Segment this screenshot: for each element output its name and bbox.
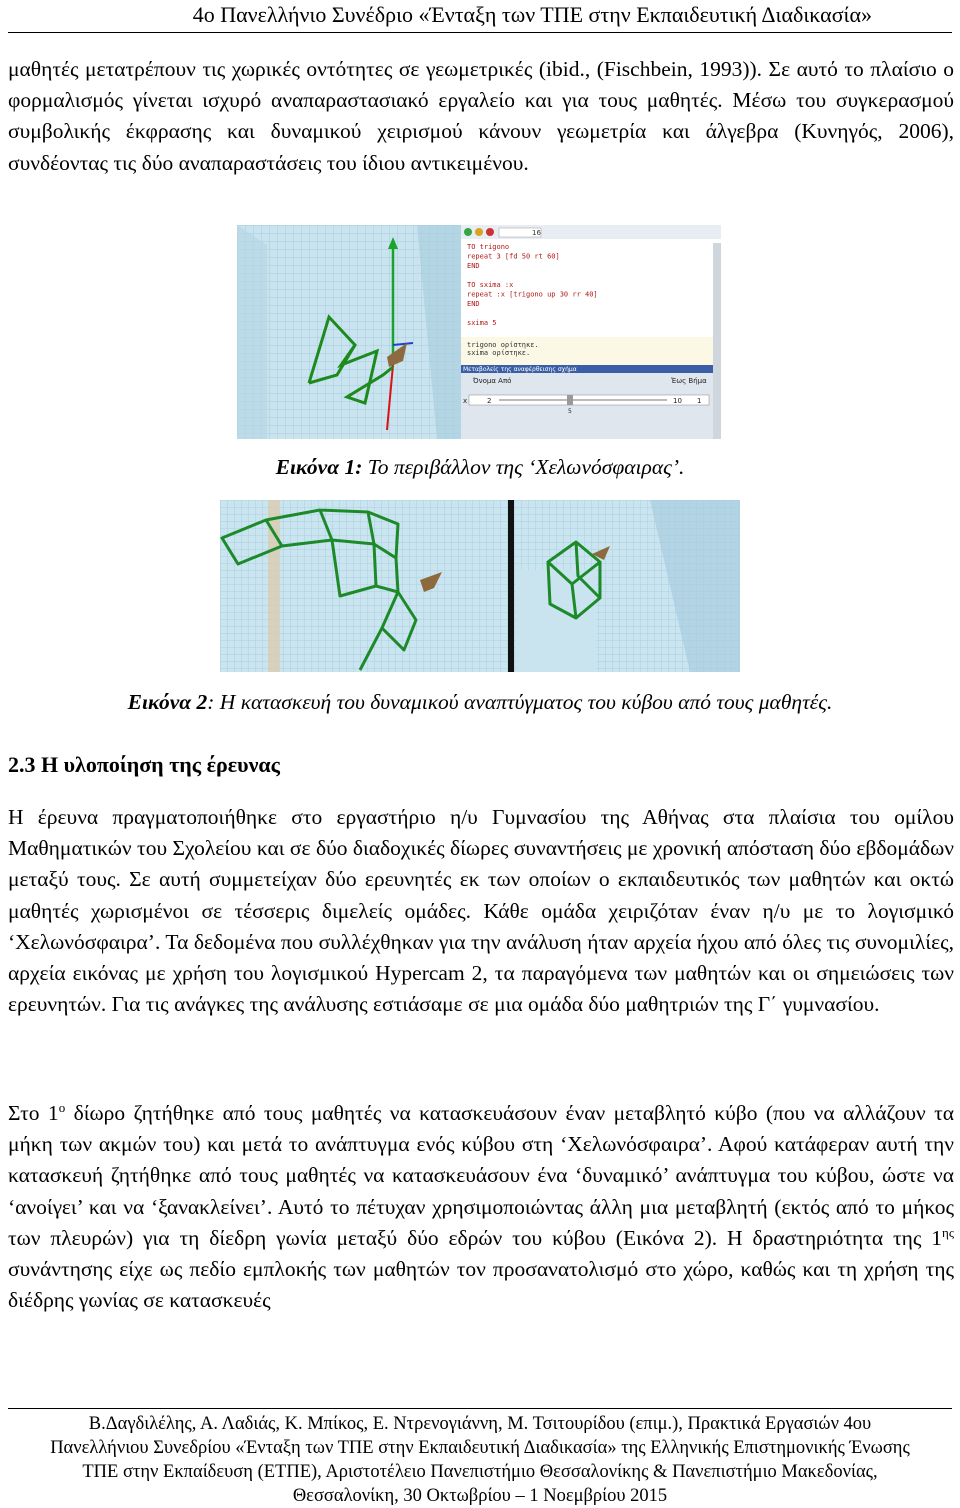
running-header: 4ο Πανελλήνιο Συνέδριο «Ένταξη των ΤΠΕ στην Εκπαιδευτική Διαδικασία» <box>192 2 872 27</box>
intro-paragraph: μαθητές μετατρέπουν τις χωρικές οντότητες σε γεωμετρικές (ibid., (Fischbein, 1993)). Σε αυτό το πλαίσιο ο φορμαλισμός γίνεται ισχυρό αναπαραστασιακό εργαλείο και για τους μαθητές. Μέσω του συγκερασμού συμβολικής έκφρασης και δυναμικού χειρισμού κάνουν γεωμετρία και άλγεβρα (Κυνηγός, 2006), συνδέοντας τις δύο αναπαραστάσεις του ίδιου αντικειμένου. <box>8 57 954 175</box>
code-line: repeat :x [trigono up 30 rr 40] <box>467 290 598 299</box>
ordinal-superscript: ης <box>942 1224 954 1240</box>
figure-1-caption <box>0 455 960 480</box>
font-size-value: 16 <box>532 229 541 237</box>
footer-line: Θεσσαλονίκη, 30 Οκτωβρίου – 1 Νοεμβρίου 2015 <box>292 1486 668 1506</box>
svg-text:10: 10 <box>673 397 682 405</box>
code-line: TO trigono <box>467 243 510 251</box>
figure-1-caption-text: Το περιβάλλον της ‘Χελωνόσφαιρας’. <box>362 455 685 479</box>
figure-1-screenshot <box>237 225 721 439</box>
footer-divider <box>8 1408 952 1409</box>
console-line: sxima ορίστηκε. <box>467 349 531 357</box>
footer-line: ΤΠΕ στην Εκπαίδευση (ΕΤΠΕ), Αριστοτέλειο Πανεπιστήμιο Θεσσαλονίκης & Πανεπιστήμιο Μακεδονίας, <box>82 1462 878 1482</box>
code-line: repeat 3 [fd 50 rt 60] <box>467 252 560 261</box>
figure-2-caption <box>0 690 960 715</box>
first-session-paragraph: Στο $1^o$ δίωρο ζητήθηκε από τους μαθητές να κατασκευάσουν έναν μεταβλητό κύβο (που να αλλάζουν τα μήκη των ακμών του) και μετά το ανάπτυγμα ενός κύβου στη ‘Χελωνόσφαιρα’. Αφού κατάφεραν αυτή την κατασκευή ζητήθηκε από τους μαθητές να κατασκευάσουν ένα ‘δυναμικό’ ανάπτυγμα του κύβου, ώστε να ‘ανοίγει’ και να ‘ξανακλείνει’. Αυτό το πέτυχαν χρησιμοποιώντας άλλη μια μεταβλητή (εκτός από το μήκος των πλευρών) για τη δίεδρη γωνία μεταξύ δύο εδρών του κύβου (Εικόνα 2). Η δραστηριότητα της $1^{\eta\varsigma}$ συνάντησης είχε ως πεδίο εμπλοκής των μαθητών τον προσανατολισμό στο χώρο, καθώς και τη χρήση της διέδρης γωνίας σε κατασκευές <box>8 1099 954 1313</box>
svg-text:2: 2 <box>487 397 492 405</box>
footer-line: Β.Δαγδιλέλης, Α. Λαδιάς, Κ. Μπίκος, Ε. Ντρενογιάννη, Μ. Τσιτουρίδου (επιμ.), Πρακτικά Εργασιών 4ου <box>88 1414 872 1434</box>
code-line: END <box>467 262 480 270</box>
figure-1-label: Εικόνα 1: <box>275 455 363 479</box>
methodology-paragraph: Η έρευνα πραγματοποιήθηκε στο εργαστήριο η/υ Γυμνασίου της Αθήνας στα πλαίσια του ομίλου Μαθηματικών του Σχολείου και σε δύο διαδοχικές δίωρες συναντήσεις με χρονική απόσταση δύο εβδομάδων μεταξύ τους. Σε αυτή συμμετείχαν δύο ερευνητές εκ των οποίων ο εκπαιδευτικός των μαθητών και οκτώ μαθητές χωρισμένοι σε τέσσερις διμελείς ομάδες. Κάθε ομάδα χειριζόταν έναν η/υ με το λογισμικό ‘Χελωνόσφαιρα’. Τα δεδομένα που συλλέχθηκαν για την ανάλυση ήταν αρχεία ήχου από όλες τις συνομιλίες, αρχεία εικόνας με χρήση του λογισμικού Hypercam 2, τα παραγόμενα των μαθητών και οι σημειώσεις των ερευνητών. Για τις ανάγκες της ανάλυσης εστιάσαμε σε μια ομάδα δύο μαθητριών της Γ΄ γυμνασίου. <box>8 805 954 1017</box>
svg-text:x: x <box>463 397 468 405</box>
console-line: trigono ορίστηκε. <box>467 341 539 349</box>
code-line: END <box>467 300 480 308</box>
code-line: TO sxima :x <box>467 281 514 289</box>
citation-footer <box>0 1412 960 1508</box>
footer-line: Πανελλήνιου Συνεδρίου «Ένταξη των ΤΠΕ στην Εκπαιδευτική Διαδικασία» της Ελληνικής Επιστημονικής Ένωσης <box>50 1438 910 1458</box>
figure-2-screenshot <box>220 500 740 672</box>
figure-2-caption-text: : Η κατασκευή του δυναμικού αναπτύγματος του κύβου από τους μαθητές. <box>207 690 833 714</box>
slider-panel-title: Μεταβολείς της αναφέρθεισης σχήμα <box>463 366 577 373</box>
section-heading: 2.3 Η υλοποίηση της έρευνας <box>8 752 280 777</box>
ordinal-superscript: ο <box>58 1099 66 1115</box>
turtle-3d-scene <box>237 225 461 439</box>
header-divider <box>8 32 952 33</box>
svg-text:5: 5 <box>568 408 572 415</box>
slider-header-step: Έως Βήμα <box>671 377 707 385</box>
logo-editor-panel <box>461 225 721 439</box>
figure-2-label: Εικόνα 2 <box>127 690 208 714</box>
cube-closed-right-view <box>514 500 740 672</box>
code-line: sxima 5 <box>467 319 497 327</box>
cube-net-left-view <box>220 500 508 672</box>
svg-text:1: 1 <box>697 397 702 405</box>
slider-header-name: Όνομα Από <box>473 377 512 385</box>
